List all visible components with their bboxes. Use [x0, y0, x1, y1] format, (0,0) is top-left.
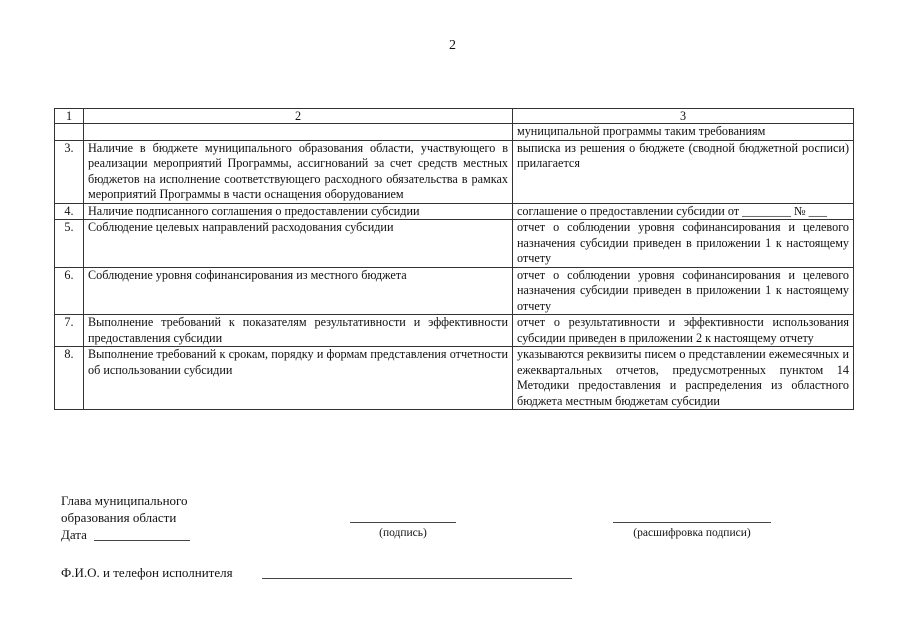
date-label: Дата [61, 527, 87, 542]
table-row [55, 220, 854, 268]
table-row [55, 315, 854, 347]
report-table [54, 108, 854, 410]
header-cell-2: 2 [84, 109, 513, 124]
criterion-cell: Наличие в бюджете муниципального образования области, участвующего в реализации мероприятий Программы, ассигнований за счет средств местных бюджетов на исполнение соответствующего расходного обязательства в рамках мероприятий Программы в части оснащения оборудованием [84, 140, 513, 203]
signature-caption: (подпись) [379, 527, 427, 539]
criterion-cell: Соблюдение целевых направлений расходования субсидии [84, 220, 513, 268]
table-row [55, 140, 854, 203]
confirmation-cell: отчет о результативности и эффективности использования субсидии приведен в приложении 2 к настоящему отчету [513, 315, 854, 347]
row-number [55, 124, 84, 141]
criterion-cell: Выполнение требований к показателям результативности и эффективности предоставления субсидии [84, 315, 513, 347]
table-row [55, 267, 854, 315]
page-number: 2 [449, 38, 456, 53]
signature-field[interactable] [350, 522, 456, 523]
head-title-line-1: Глава муниципального [61, 493, 188, 508]
table-row [55, 203, 854, 220]
signature-decode-caption: (расшифровка подписи) [633, 527, 751, 539]
criterion-cell: Соблюдение уровня софинансирования из местного бюджета [84, 267, 513, 315]
table-row [55, 347, 854, 410]
confirmation-cell: муниципальной программы таким требованиям [513, 124, 854, 141]
row-number: 5. [55, 220, 84, 268]
header-cell-1: 1 [55, 109, 84, 124]
criterion-cell: Наличие подписанного соглашения о предоставлении субсидии [84, 203, 513, 220]
date-field[interactable] [94, 540, 190, 541]
row-number: 6. [55, 267, 84, 315]
executor-field[interactable] [262, 578, 572, 579]
confirmation-cell: отчет о соблюдении уровня софинансирования и целевого назначения субсидии приведен в приложении 1 к настоящему отчету [513, 267, 854, 315]
row-number: 8. [55, 347, 84, 410]
confirmation-cell: отчет о соблюдении уровня софинансирования и целевого назначения субсидии приведен в приложении 1 к настоящему отчету [513, 220, 854, 268]
row-number: 4. [55, 203, 84, 220]
confirmation-cell: выписка из решения о бюджете (сводной бюджетной росписи) прилагается [513, 140, 854, 203]
head-title-line-2: образования области [61, 510, 177, 525]
confirmation-cell: соглашение о предоставлении субсидии от ________ № ___ [513, 203, 854, 220]
signature-decode-field[interactable] [613, 522, 771, 523]
table-header-row [55, 109, 854, 124]
row-number: 7. [55, 315, 84, 347]
table-row [55, 124, 854, 141]
criterion-cell: Выполнение требований к срокам, порядку и формам представления отчетности об использовании субсидии [84, 347, 513, 410]
confirmation-cell: указываются реквизиты писем о представлении ежемесячных и ежеквартальных отчетов, предусмотренных пунктом 14 Методики предоставления и распределения из областного бюджета местным бюджетам субсидии [513, 347, 854, 410]
criterion-cell [84, 124, 513, 141]
header-cell-3: 3 [513, 109, 854, 124]
executor-label: Ф.И.О. и телефон исполнителя [61, 565, 233, 580]
row-number: 3. [55, 140, 84, 203]
